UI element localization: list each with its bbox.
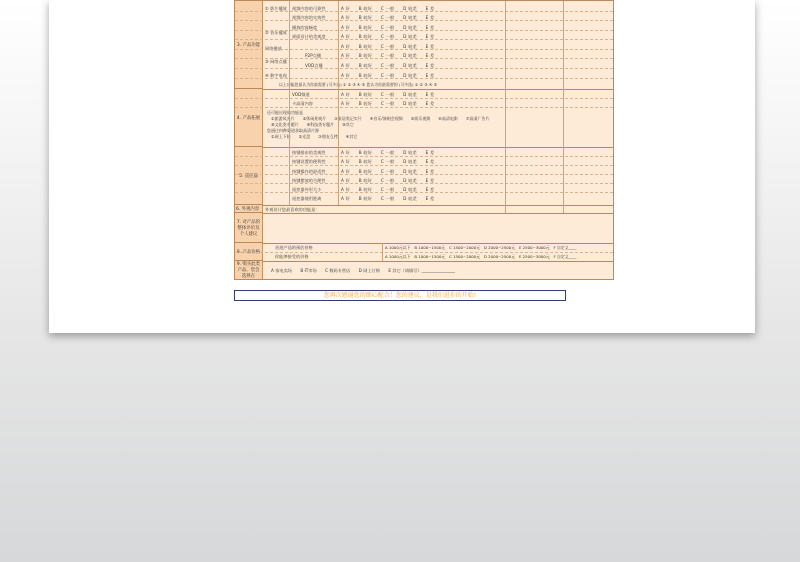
sub-net: ③ 网络点播	[265, 59, 287, 64]
item-hd-content: 卡高清内容	[292, 101, 313, 106]
section-label: 4. 产品拓展	[236, 115, 261, 121]
section-label: 7. 对产品的整体评价及个人建议	[236, 219, 261, 237]
remote-item: 遥控器外形大小	[292, 187, 322, 192]
item-2: 视频内容的实效性	[292, 15, 326, 20]
section-evaluation	[235, 213, 263, 243]
extend-line-5[interactable]: ①网上下载 ②光盘 ③朋友互拷 ④其它	[271, 134, 358, 139]
rank-line[interactable]: 以上功能您最认为你最需要 (可多选) ① ② ③ ④ ⑤ 您认为你最需要的 (可多选) ① ② ③ ④ ⑤	[279, 82, 438, 87]
purchase-options[interactable]: A 家电卖场 B IT市场 C 数码专营店 D 网上订购 E 其它（请填写）________________	[271, 268, 456, 273]
survey-form	[234, 0, 614, 280]
item-1: 视频内容的可靠性	[292, 6, 326, 11]
price-label: 首批产品的预估价格	[275, 245, 313, 250]
price-label: 你能够接受的价格	[275, 254, 309, 259]
section-label: 3. 产品功能	[236, 42, 261, 48]
rating-row[interactable]: A 好 B 较好 C 一般 D 较差 E 差	[341, 53, 435, 58]
remote-item: 遥控器使用距离	[292, 196, 322, 201]
section-product-function	[235, 1, 263, 89]
rating-row[interactable]: A 好 B 较好 C 一般 D 较差 E 差	[341, 196, 435, 201]
section-label: 6. 外观内容	[236, 206, 260, 212]
price-options[interactable]: A 1000元以下 B 1000~1500元 C 1500~2000元 D 2000~2500元 E 2500~3000元 F 自定义____	[385, 254, 577, 259]
section-label: 9. 购买此类产品，您会选择在	[236, 262, 261, 279]
extend-line-4: 您通过何种渠道获取高清片源	[267, 128, 319, 133]
section-label: 5. 遥控器	[239, 173, 258, 179]
appearance-text[interactable]: 外观设计您最喜欢的功能是：	[265, 207, 320, 212]
remote-item: 按键操作的舒适性	[292, 169, 326, 174]
extend-line-2[interactable]: ①旅游风光片 ②休闲景观片 ③家居类记实片 ④音乐/演唱会视频 ⑤娱乐视频 ⑥高清电影 ⑦高清广告片	[271, 116, 490, 121]
section-label: 8. 产品价格	[236, 249, 261, 255]
rating-row[interactable]: A 好 B 较好 C 一般 D 较差 E 差	[341, 25, 435, 30]
section-purchase	[235, 261, 263, 280]
rating-row[interactable]: A 好 B 较好 C 一般 D 较差 E 差	[341, 187, 435, 192]
remote-item: 按键摆放的合理性	[292, 178, 326, 183]
item-vod: VOD点播	[305, 63, 323, 68]
remote-item: 按键设置的便利性	[292, 159, 326, 164]
rating-row[interactable]: A 好 B 较好 C 一般 D 较差 E 差	[341, 15, 435, 20]
section-appearance	[235, 205, 263, 213]
item-4: 界面设计的美观度	[292, 34, 326, 39]
sub-music: ② 音乐播放	[265, 30, 287, 35]
rating-row[interactable]: A 好 B 较好 C 一般 D 较差 E 差	[341, 44, 435, 49]
sub-movie: ① 影片播放	[265, 6, 287, 11]
item-p2p: P2P点播	[305, 53, 322, 58]
rating-row[interactable]: A 好 B 较好 C 一般 D 较差 E 差	[341, 150, 435, 155]
item-3: 播放的流畅度	[292, 25, 318, 30]
price-options[interactable]: A 1000元以下 B 1000~1500元 C 1500~2000元 D 2000~2500元 E 2500~3000元 F 自定义____	[385, 245, 577, 250]
rating-row[interactable]: A 好 B 较好 C 一般 D 较差 E 差	[341, 178, 435, 183]
rating-row[interactable]: A 好 B 较好 C 一般 D 较差 E 差	[341, 169, 435, 174]
thank-you-banner: 您再次感谢您的细心配合！您的建议，是我们进步的开始!	[234, 290, 566, 301]
sub-digital: ④ 数字电视	[265, 73, 287, 78]
rating-row[interactable]: A 好 B 较好 C 一般 D 较差 E 差	[341, 63, 435, 68]
extend-line-3[interactable]: ⑧文化类专题片 ⑨科技类专题片 ⑩其它	[271, 122, 354, 127]
rating-row[interactable]: A 好 B 较好 C 一般 D 较差 E 差	[341, 101, 435, 106]
rating-row[interactable]: A 好 B 较好 C 一般 D 较差 E 差	[341, 6, 435, 11]
rating-row[interactable]: A 好 B 较好 C 一般 D 较差 E 差	[341, 159, 435, 164]
item-vod-channel: VOD频道	[292, 92, 310, 97]
rating-row[interactable]: A 好 B 较好 C 一般 D 较差 E 差	[341, 73, 435, 78]
rating-row[interactable]: A 好 B 较好 C 一般 D 较差 E 差	[341, 92, 435, 97]
sub-webplay: 网络播放	[265, 46, 282, 51]
remote-item: 按键排布的美观性	[292, 150, 326, 155]
rating-row[interactable]: A 好 B 较好 C 一般 D 较差 E 差	[341, 34, 435, 39]
extend-line-1: 还可能出现的功能是	[267, 110, 303, 115]
paper-sheet	[49, 0, 755, 333]
